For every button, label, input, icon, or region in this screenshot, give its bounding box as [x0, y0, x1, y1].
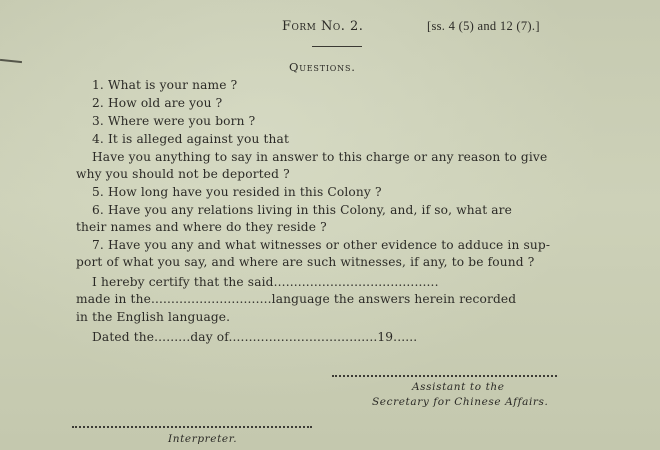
question-7-line2: port of what you say, and where are such witnesses, if any, to be found ?: [76, 255, 535, 269]
sections-reference: [ss. 4 (5) and 12 (7).]: [427, 19, 540, 33]
question-6-line2: their names and where do they reside ?: [76, 220, 327, 234]
interpreter-label: Interpreter.: [168, 433, 238, 445]
assistant-signature-line: [332, 375, 557, 377]
assistant-title-line2: Secretary for Chinese Affairs.: [372, 396, 549, 408]
question-3: 3. Where were you born ?: [92, 114, 256, 128]
question-4-followup-line1: Have you anything to say in answer to this charge or any reason to give: [92, 150, 548, 164]
questions-heading: Questions.: [289, 60, 356, 74]
assistant-title-line1: Assistant to the: [412, 381, 505, 393]
question-6-line1: 6. Have you any relations living in this Colony, and, if so, what are: [92, 203, 513, 217]
certification-line1: I hereby certify that the said.........................................: [92, 275, 439, 289]
question-2: 2. How old are you ?: [92, 96, 223, 110]
question-7-line1: 7. Have you any and what witnesses or other evidence to adduce in sup-: [92, 238, 551, 252]
title-underline: [312, 46, 362, 47]
question-1: 1. What is your name ?: [92, 78, 238, 92]
question-5: 5. How long have you resided in this Colony ?: [92, 185, 382, 199]
dated-line: Dated the.........day of.....................................19......: [92, 330, 418, 344]
interpreter-signature-line: [72, 426, 312, 428]
question-4: 4. It is alleged against you that: [92, 132, 289, 146]
margin-mark: [0, 59, 22, 63]
question-4-followup-line2: why you should not be deported ?: [76, 167, 290, 181]
certification-line2: made in the..............................language the answers herein recorded: [76, 292, 517, 306]
form-title: Form No. 2.: [282, 19, 364, 34]
certification-line3: in the English language.: [76, 310, 231, 324]
